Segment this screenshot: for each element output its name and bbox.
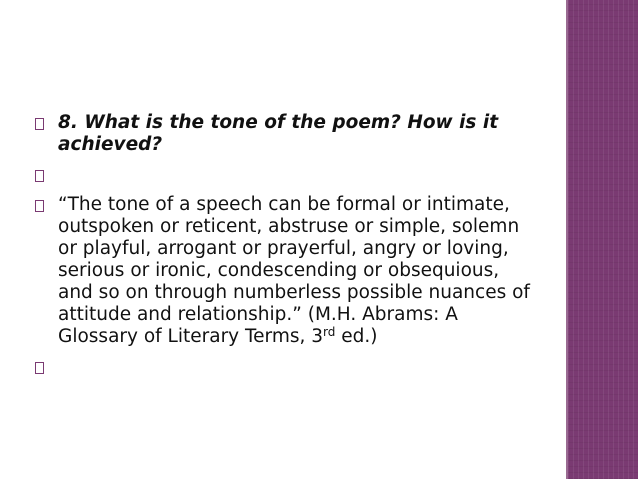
bullet-empty-1 xyxy=(34,164,534,186)
bullet-box-icon xyxy=(35,362,44,374)
quote-text: “The tone of a speech can be formal or intimate, outspoken or reticent, abstruse or simple, solemn or playful, arrogant or prayerful, angry or loving, serious or ironic, condescending or obsequious, and so on through numberless possible nuances of attitude and relationship.” (M.H. Abrams: A Glossary of Literary Terms, 3 xyxy=(58,194,530,347)
quote-superscript: rd xyxy=(323,325,336,339)
question-text: 8. What is the tone of the poem? How is it achieved? xyxy=(58,112,499,155)
bullet-box-icon xyxy=(35,170,44,182)
bullet-box-icon xyxy=(35,118,44,130)
bullet-empty-2 xyxy=(34,356,534,378)
quote-end: ed.) xyxy=(335,326,378,347)
slide-content xyxy=(34,112,534,386)
bullet-quote xyxy=(34,194,534,348)
decorative-side-band xyxy=(568,0,638,479)
bullet-box-icon xyxy=(35,200,44,212)
bullet-question xyxy=(34,112,534,156)
